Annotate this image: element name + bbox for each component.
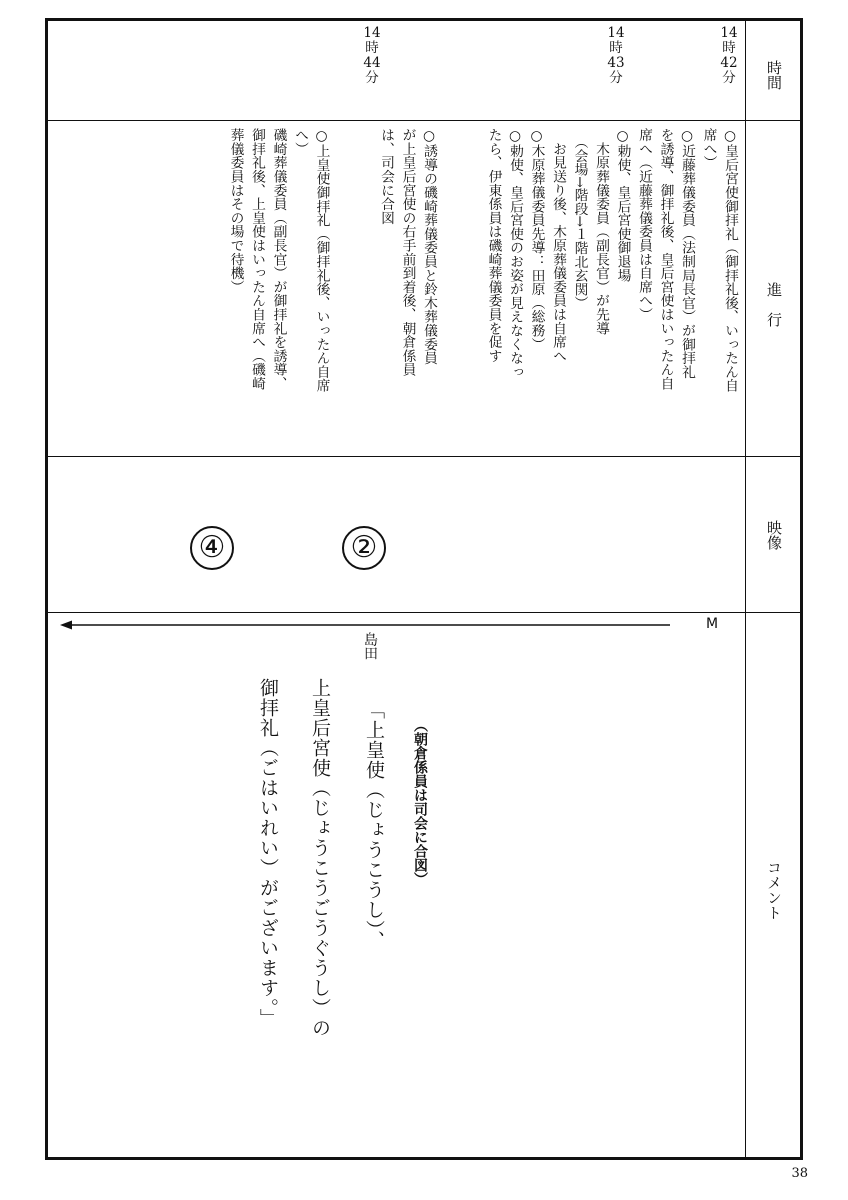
music-cue-label: M [706,616,719,632]
row-divider-progress [45,456,803,457]
time-14-43: 14 時 43 分 [607,25,625,86]
header-comment: コメント [765,860,783,920]
header-column-divider [745,18,746,1160]
announcement-line-1: 「上皇使（じょうこうし）、 [363,700,385,951]
row-divider-time [45,120,803,121]
announcement-line-2: 上皇后宮使（じょうこうごうぐうし）の [309,678,331,1038]
time-14-44: 14 時 44 分 [363,25,381,86]
progress-text: ○皇后宮使御拝礼（御拝礼後、いったん自 席へ） ○近藤葬儀委員（法制局長官）が御拝礼 を誘導、御拝礼後、皇后宮使はいったん自 席へ（近藤葬儀委員は自席へ） ○勅使、皇后宮使御退場 木原葬儀委員（副長官）が先導 （会場→階段→１階北玄関） お見送り後、木原葬儀委員は自席へ ○木原葬儀委員先導：田原（総務） ○勅使、皇后宮使のお姿が見えなくなっ たら、伊東係員は磯崎葬儀委員を促す ○誘導の磯崎葬儀委員と鈴木葬儀委員 が上皇后宮使の右手前到着後、朝倉係員 は、司会に合図 ○上皇使御拝礼（御拝礼後、いったん自席 へ） 磯崎葬儀委員（副長官）が御拝礼を誘導、 御拝礼後、上皇使はいったん自席へ（磯崎 葬儀委員はその場で待機） [227,128,738,393]
video-marker-2: ② [342,526,386,570]
header-video: 映像 [765,520,783,550]
row-divider-video [45,612,803,613]
announcement-line-3: 御拝礼（ごはいれい）がございます。」 [257,678,279,1029]
speaker-name: 島田 [362,632,378,660]
time-14-42: 14 時 42 分 [720,25,738,86]
cue-arrow-line [58,618,678,632]
header-progress: 進 行 [765,282,783,327]
header-time: 時間 [765,60,783,90]
cue-note: （朝倉係員は司会に合図） [412,718,428,886]
video-marker-4: ④ [190,526,234,570]
page-number: 38 [791,1166,808,1181]
